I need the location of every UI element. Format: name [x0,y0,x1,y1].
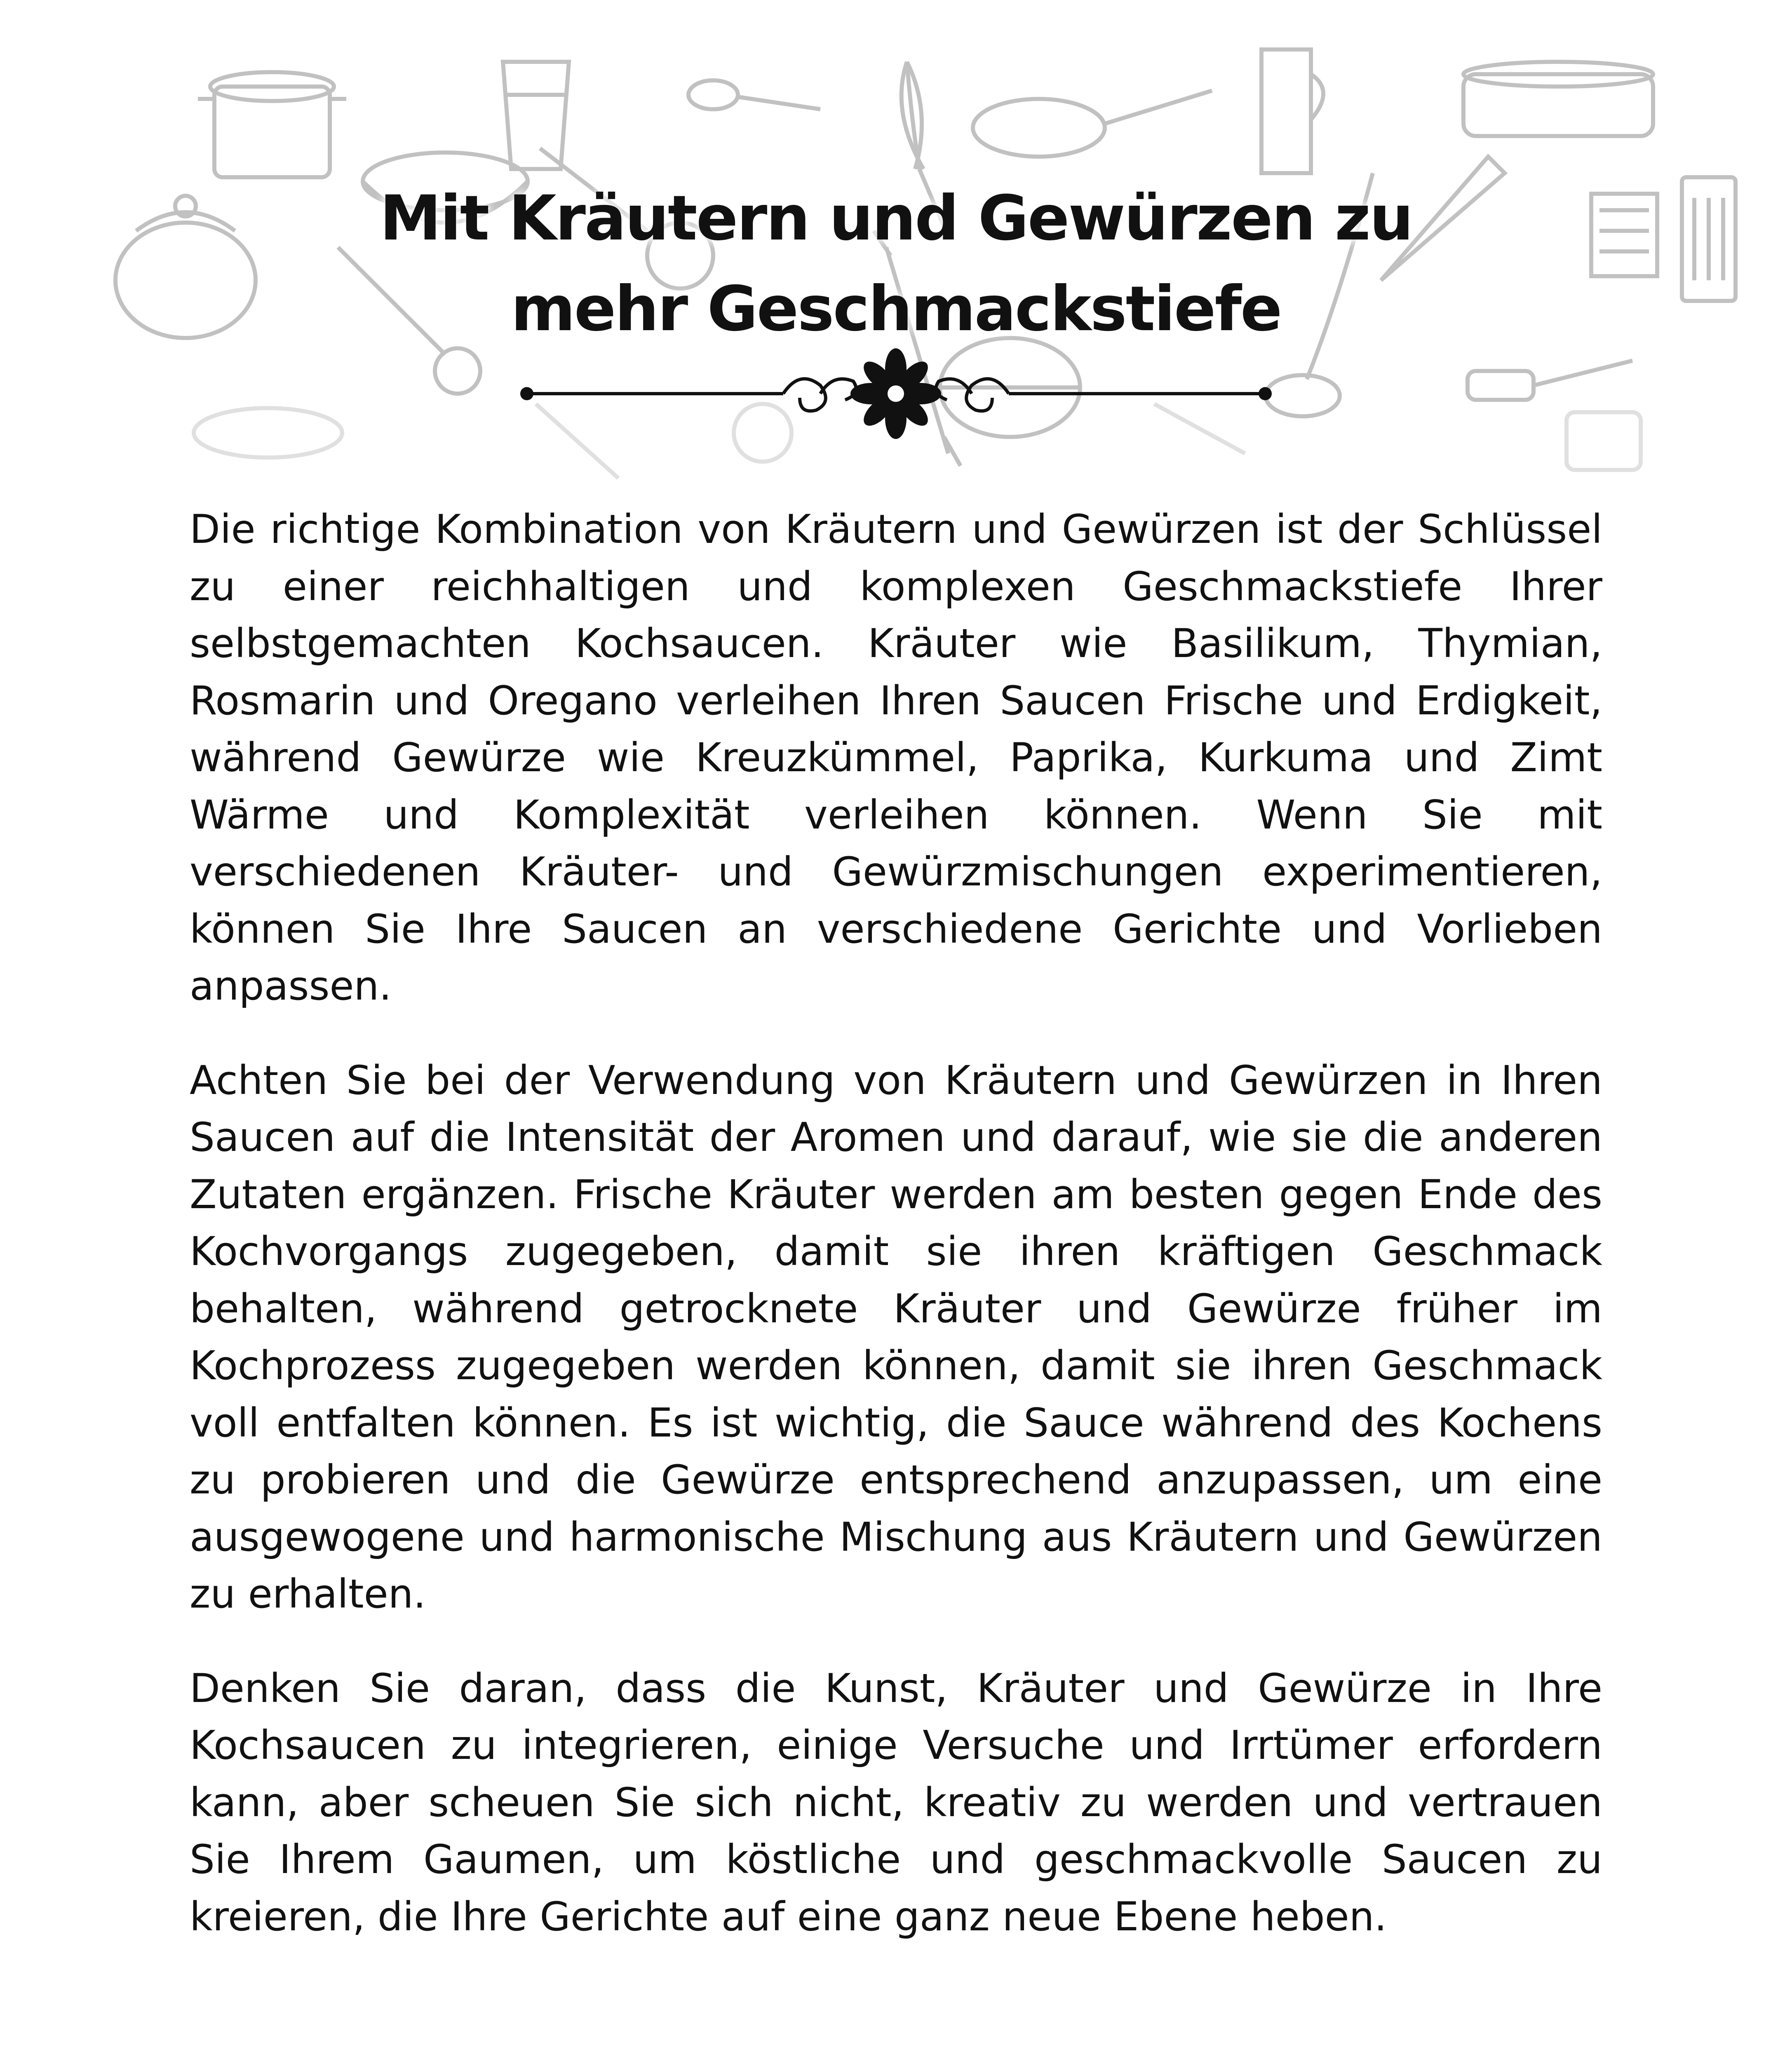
title-line-2: mehr Geschmackstiefe [511,273,1281,345]
pot-icon [198,72,346,177]
flourish-divider [519,346,1273,441]
paragraph-2: Achten Sie bei der Verwendung von Kräutern und Gewürzen in Ihren Saucen auf die Intensität der Aromen und darauf, wie sie die anderen Zutaten ergänzen. Frische Kräuter werden am besten gegen Ende des Kochvorgangs zugegeben, damit sie ihren kräftigen Geschmack behalten, während getrocknete Kräuter und Gewürze früher im Kochprozess zugegeben werden können, damit sie ihren Geschmack voll entfalten können. Es ist wichtig, die Sauce während des Kochens zu probieren und die Gewürze entsprechend anzupassen, um eine ausgewogene und harmonische Mischung aus Kräutern und Gewürzen zu erhalten. [190,1057,1602,1617]
title-line-1: Mit Kräutern und Gewürzen zu [380,183,1412,254]
spoon-icon [688,80,820,109]
spatula-icon [1468,361,1632,400]
paragraph-3: Denken Sie daran, dass die Kunst, Kräuter und Gewürze in Ihre Kochsaucen zu integrieren, einige Versuche und Irrtümer erfordern kann, aber scheuen Sie sich nicht, kreativ zu werden und vertrauen Sie Ihrem Gaumen, um köstliche und geschmackvolle Saucen zu kreieren, die Ihre Gerichte auf eine ganz neue Ebene heben. [190,1665,1602,1940]
flower-icon [850,348,941,439]
cake-ring-icon [1463,62,1653,136]
grater-icon [1682,177,1736,301]
body-text [190,501,1602,1982]
paragraph-1: Die richtige Kombination von Kräutern und Gewürzen ist der Schlüssel zu einer reichhaltigen und komplexen Geschmackstiefe Ihrer selbstgemachten Kochsaucen. Kräuter wie Basilikum, Thymian, Rosmarin und Oregano verleihen Ihren Saucen Frische und Erdigkeit, während Gewürze wie Kreuzkümmel, Paprika, Kurkuma und Zimt Wärme und Komplexität verleihen können. Wenn Sie mit verschiedenen Kräuter- und Gewürzmischungen experimentieren, können Sie Ihre Saucen an verschiedene Gerichte und Vorlieben anpassen. [190,506,1602,1009]
pan-icon [973,91,1212,157]
glass-icon [503,62,569,169]
casserole-icon [115,196,256,338]
scale-icon [1591,194,1657,276]
page-title [247,173,1545,354]
jug-icon [1261,49,1323,173]
